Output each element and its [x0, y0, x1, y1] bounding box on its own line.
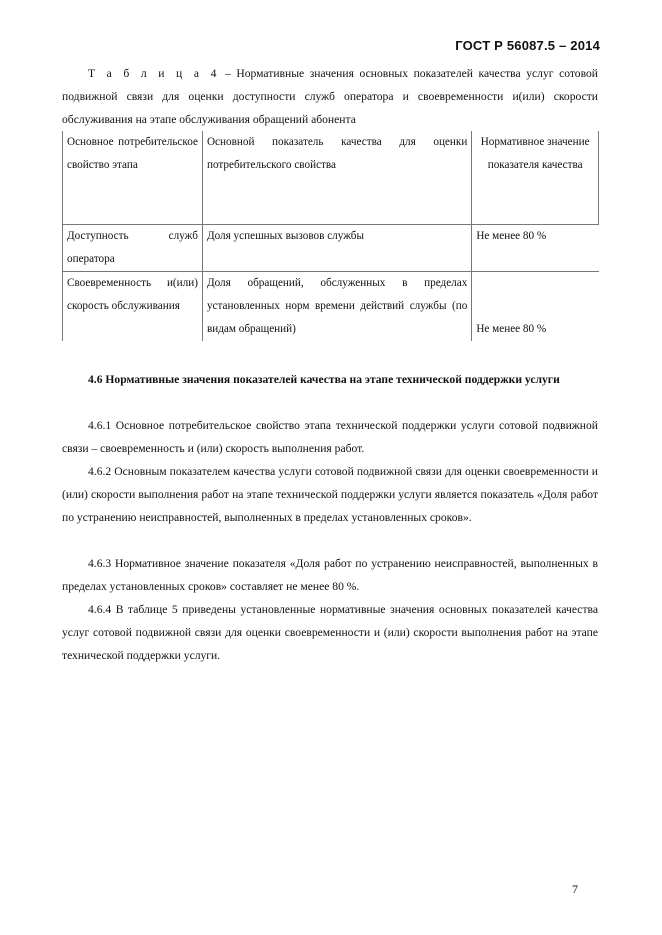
page-number: 7 [572, 882, 578, 896]
table-header-property: Основное потребительское свойство этапа [63, 131, 203, 225]
paragraph-4-6-4: 4.6.4 В таблице 5 приведены установленные нормативные значения основных показателей качества услуг сотовой подвижной связи для оценки своевременности и (или) скорости выполнения работ на этапе технической поддержки услуги. [62, 603, 598, 662]
table-cell-indicator: Доля успешных вызовов службы [202, 225, 471, 272]
table-cell-property: Своевременность и(или) скорость обслуживания [63, 272, 203, 342]
table-row [63, 225, 599, 272]
table-cell-indicator: Доля обращений, обслуженных в пределах установленных норм времени действий службы (по видам обращений) [202, 272, 471, 342]
norms-table [62, 131, 599, 341]
table-cell-property: Доступность служб оператора [63, 225, 203, 272]
table-cell-value: Не менее 80 % [472, 225, 599, 272]
table-header-value: Нормативное значение показателя качества [472, 131, 599, 225]
paragraph-4-6-2: 4.6.2 Основным показателем качества услуги сотовой подвижной связи для оценки своевременности и (или) скорости выполнения работ на этапе технической поддержки услуги является показатель «Доля работ по устранению неисправностей, выполненных в пределах установленных сроков». [62, 465, 598, 524]
paragraph-4-6-1: 4.6.1 Основное потребительское свойство этапа технической поддержки услуги сотовой подвижной связи – своевременность и (или) скорость выполнения работ. [62, 419, 598, 455]
paragraph-4-6-3: 4.6.3 Нормативное значение показателя «Доля работ по устранению неисправностей, выполненных в пределах установленных сроков» составляет не менее 80 %. [62, 557, 598, 593]
table-header-indicator: Основной показатель качества для оценки потребительского свойства [202, 131, 471, 225]
table-cell-value: Не менее 80 % [472, 272, 599, 342]
table-caption-label: Т а б л и ц а 4 [88, 67, 220, 80]
section-heading: 4.6 Нормативные значения показателей качества на этапе технической поддержки услуги [88, 373, 560, 386]
document-id: ГОСТ Р 56087.5 – 2014 [455, 38, 600, 53]
table-caption-text: – Нормативные значения основных показателей качества услуг сотовой подвижной связи для оценки доступности служб оператора и своевременности и(или) скорости обслуживания на этапе обслуживания обращений абонента [62, 67, 598, 126]
table-caption [62, 62, 598, 131]
table-header-row [63, 131, 599, 225]
table-row [63, 272, 599, 342]
